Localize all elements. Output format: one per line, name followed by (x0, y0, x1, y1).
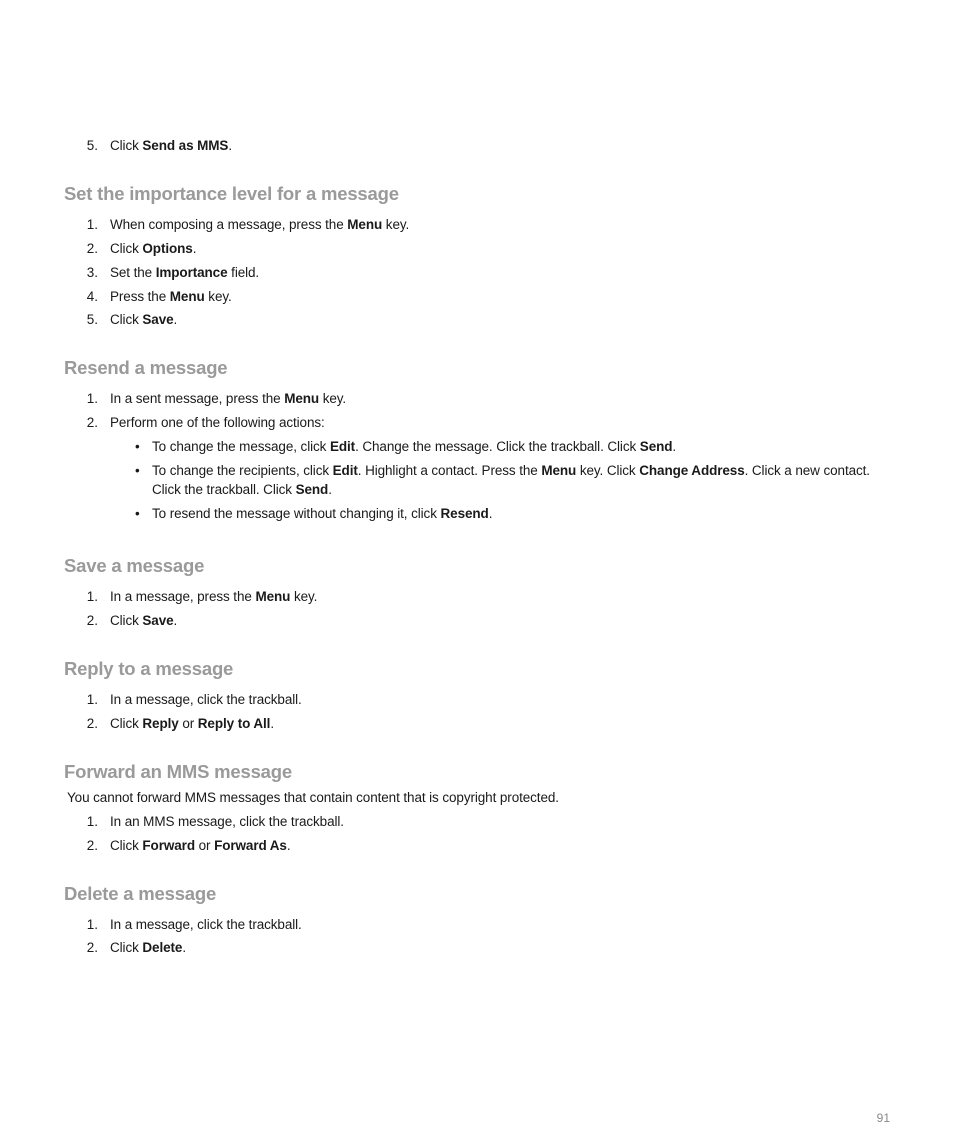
step-number: 1. (86, 589, 98, 604)
bullet-text-continued: Click the trackball. Click Send. (152, 482, 332, 497)
bullet-marker: • (135, 506, 140, 521)
step-number: 2. (86, 613, 98, 628)
step-text: In a message, click the trackball. (110, 692, 302, 707)
step-number: 1. (86, 814, 98, 829)
step-text: Click Save. (110, 312, 178, 327)
bullet-text: To resend the message without changing it, click Resend. (152, 506, 493, 521)
step-number: 2. (86, 838, 98, 853)
step-number: 1. (86, 217, 98, 232)
step-number: 2. (86, 716, 98, 731)
step-text: Perform one of the following actions: (110, 415, 325, 430)
step-number: 3. (86, 265, 98, 280)
step-number: 2. (86, 940, 98, 955)
step-text: Click Delete. (110, 940, 186, 955)
step-text: Click Options. (110, 241, 197, 256)
step-number: 5. (86, 312, 98, 327)
step-text: Set the Importance field. (110, 265, 260, 280)
step-number: 4. (86, 289, 98, 304)
step-number: 1. (86, 391, 98, 406)
section-heading-forward: Forward an MMS message (64, 761, 292, 782)
step-number: 1. (86, 917, 98, 932)
step-text: In a message, click the trackball. (110, 917, 302, 932)
section-heading-reply: Reply to a message (64, 658, 234, 679)
step-number: 2. (86, 241, 98, 256)
section-heading-delete: Delete a message (64, 883, 217, 904)
step-text: Click Forward or Forward As. (110, 838, 291, 853)
step-text: Click Reply or Reply to All. (110, 716, 274, 731)
step-text: In a message, press the Menu key. (110, 589, 318, 604)
step-number: 1. (86, 692, 98, 707)
section-heading-importance: Set the importance level for a message (64, 183, 399, 204)
bullet-text: To change the recipients, click Edit. Highlight a contact. Press the Menu key. Click Change Address. Click a new contact. (152, 463, 870, 478)
bullet-marker: • (135, 463, 140, 478)
step-text: When composing a message, press the Menu key. (110, 217, 410, 232)
step-number: 2. (86, 415, 98, 430)
step-text: Click Save. (110, 613, 178, 628)
step-text: In an MMS message, click the trackball. (110, 814, 344, 829)
section-note: You cannot forward MMS messages that contain content that is copyright protected. (67, 790, 559, 805)
step-number: 5. (86, 138, 98, 153)
section-heading-resend: Resend a message (64, 357, 228, 378)
bullet-text: To change the message, click Edit. Change the message. Click the trackball. Click Send. (152, 439, 677, 454)
section-heading-save: Save a message (64, 555, 205, 576)
step-text: Click Send as MMS. (110, 138, 232, 153)
page-number: 91 (876, 1111, 890, 1125)
bullet-marker: • (135, 439, 140, 454)
step-text: Press the Menu key. (110, 289, 232, 304)
step-text: In a sent message, press the Menu key. (110, 391, 347, 406)
